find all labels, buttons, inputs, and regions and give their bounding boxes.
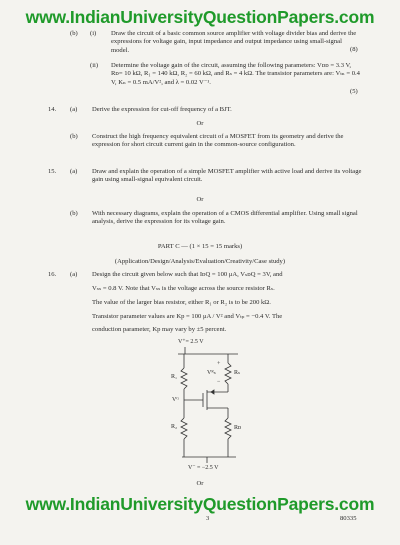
- question-text: Construct the high frequency equivalent circuit of a MOSFET from its geometry and derive the expression for short circuit current gain in the common-source configuration.: [92, 133, 344, 149]
- watermark-top: www.IndianUniversityQuestionPapers.com: [25, 7, 375, 27]
- question-text: Determine the voltage gain of the circuit, assuming the following parameters: Vᴅᴅ = 3.3 V, Rᴅ= 10 kΩ, R₁ = 140 kΩ, R₂ = 60 kΩ, and Rₛ = 4 kΩ. The transistor parameters are: Vₜₙ = 0.4 V, Kₙ = 0.5 mA/V², and λ = 0.02 V⁻¹.: [111, 62, 360, 86]
- paper-code: 80335: [340, 515, 357, 522]
- question-number: 16.: [48, 271, 57, 278]
- question-text: Draw the circuit of a basic common source amplifier with voltage divider bias and derive the expressions for voltage gain, input impedance and output impedance using small-signal model.: [111, 30, 357, 54]
- or-separator: Or: [196, 196, 204, 203]
- r1-label: R₁: [171, 374, 178, 380]
- or-separator: Or: [196, 120, 204, 127]
- question-number: 14.: [48, 106, 57, 113]
- part-c-heading: PART C — (1 × 15 = 15 marks): [157, 243, 243, 250]
- resistor-r2: [181, 418, 187, 439]
- page-number: 3: [206, 515, 210, 522]
- question-line: Design the circuit given below such that IᴅQ = 100 μA, VₛᴅQ = 3V, and: [92, 271, 283, 278]
- resistor-rs: [225, 363, 231, 384]
- question-line: Transistor parameter values are Kp = 100 μA / V² and Vₜₚ = −0.4 V. The: [92, 313, 283, 320]
- vrs-label: Vᴿₛ: [207, 370, 216, 376]
- rs-label: Rₛ: [234, 370, 241, 376]
- watermark-bottom: www.IndianUniversityQuestionPapers.com: [25, 494, 375, 514]
- question-line: The value of the larger bias resistor, either R₁ or R₂ is to be 200 kΩ.: [92, 299, 271, 306]
- resistor-r1: [181, 368, 187, 389]
- part-c-subheading: (Application/Design/Analysis/Evaluation/Creativity/Case study): [114, 258, 286, 265]
- sub-label: (i): [90, 30, 97, 37]
- minus-sign: −: [217, 379, 221, 385]
- resistor-rd: [225, 418, 231, 439]
- question-line: Vₛₛ = 0.8 V. Note that Vₛₛ is the voltage across the source resistor Rₛ.: [92, 285, 275, 292]
- plus-sign: +: [217, 361, 221, 367]
- question-text: With necessary diagrams, explain the operation of a CMOS differential amplifier. Using small signal analysis, derive the expression for its voltage gain.: [92, 210, 358, 226]
- part-label: (a): [70, 271, 78, 278]
- or-separator: Or: [196, 480, 204, 487]
- vg-label: Vᴳ: [172, 397, 179, 403]
- marks: (5): [350, 88, 358, 95]
- question-number: 15.: [48, 168, 57, 175]
- vplus-label: V⁺= 2.5 V: [178, 339, 204, 345]
- question-text: Draw and explain the operation of a simple MOSFET amplifier with active load and derive its voltage gain using small-signal equivalent circuit.: [92, 168, 362, 184]
- rd-label: Rᴅ: [234, 425, 242, 431]
- part-label: (b): [70, 133, 78, 140]
- sub-label: (ii): [90, 62, 99, 69]
- vminus-label: V⁻ = −2.5 V: [188, 465, 219, 471]
- question-line: conduction parameter, Kp may vary by ±5 percent.: [92, 326, 227, 333]
- part-label: (a): [70, 168, 78, 175]
- part-label: (b): [70, 210, 78, 217]
- part-label: (b): [70, 30, 78, 37]
- part-label: (a): [70, 106, 78, 113]
- marks: (8): [350, 46, 358, 53]
- r2-label: R₂: [171, 424, 178, 430]
- question-text: Derive the expression for cut-off frequency of a BJT.: [92, 106, 232, 113]
